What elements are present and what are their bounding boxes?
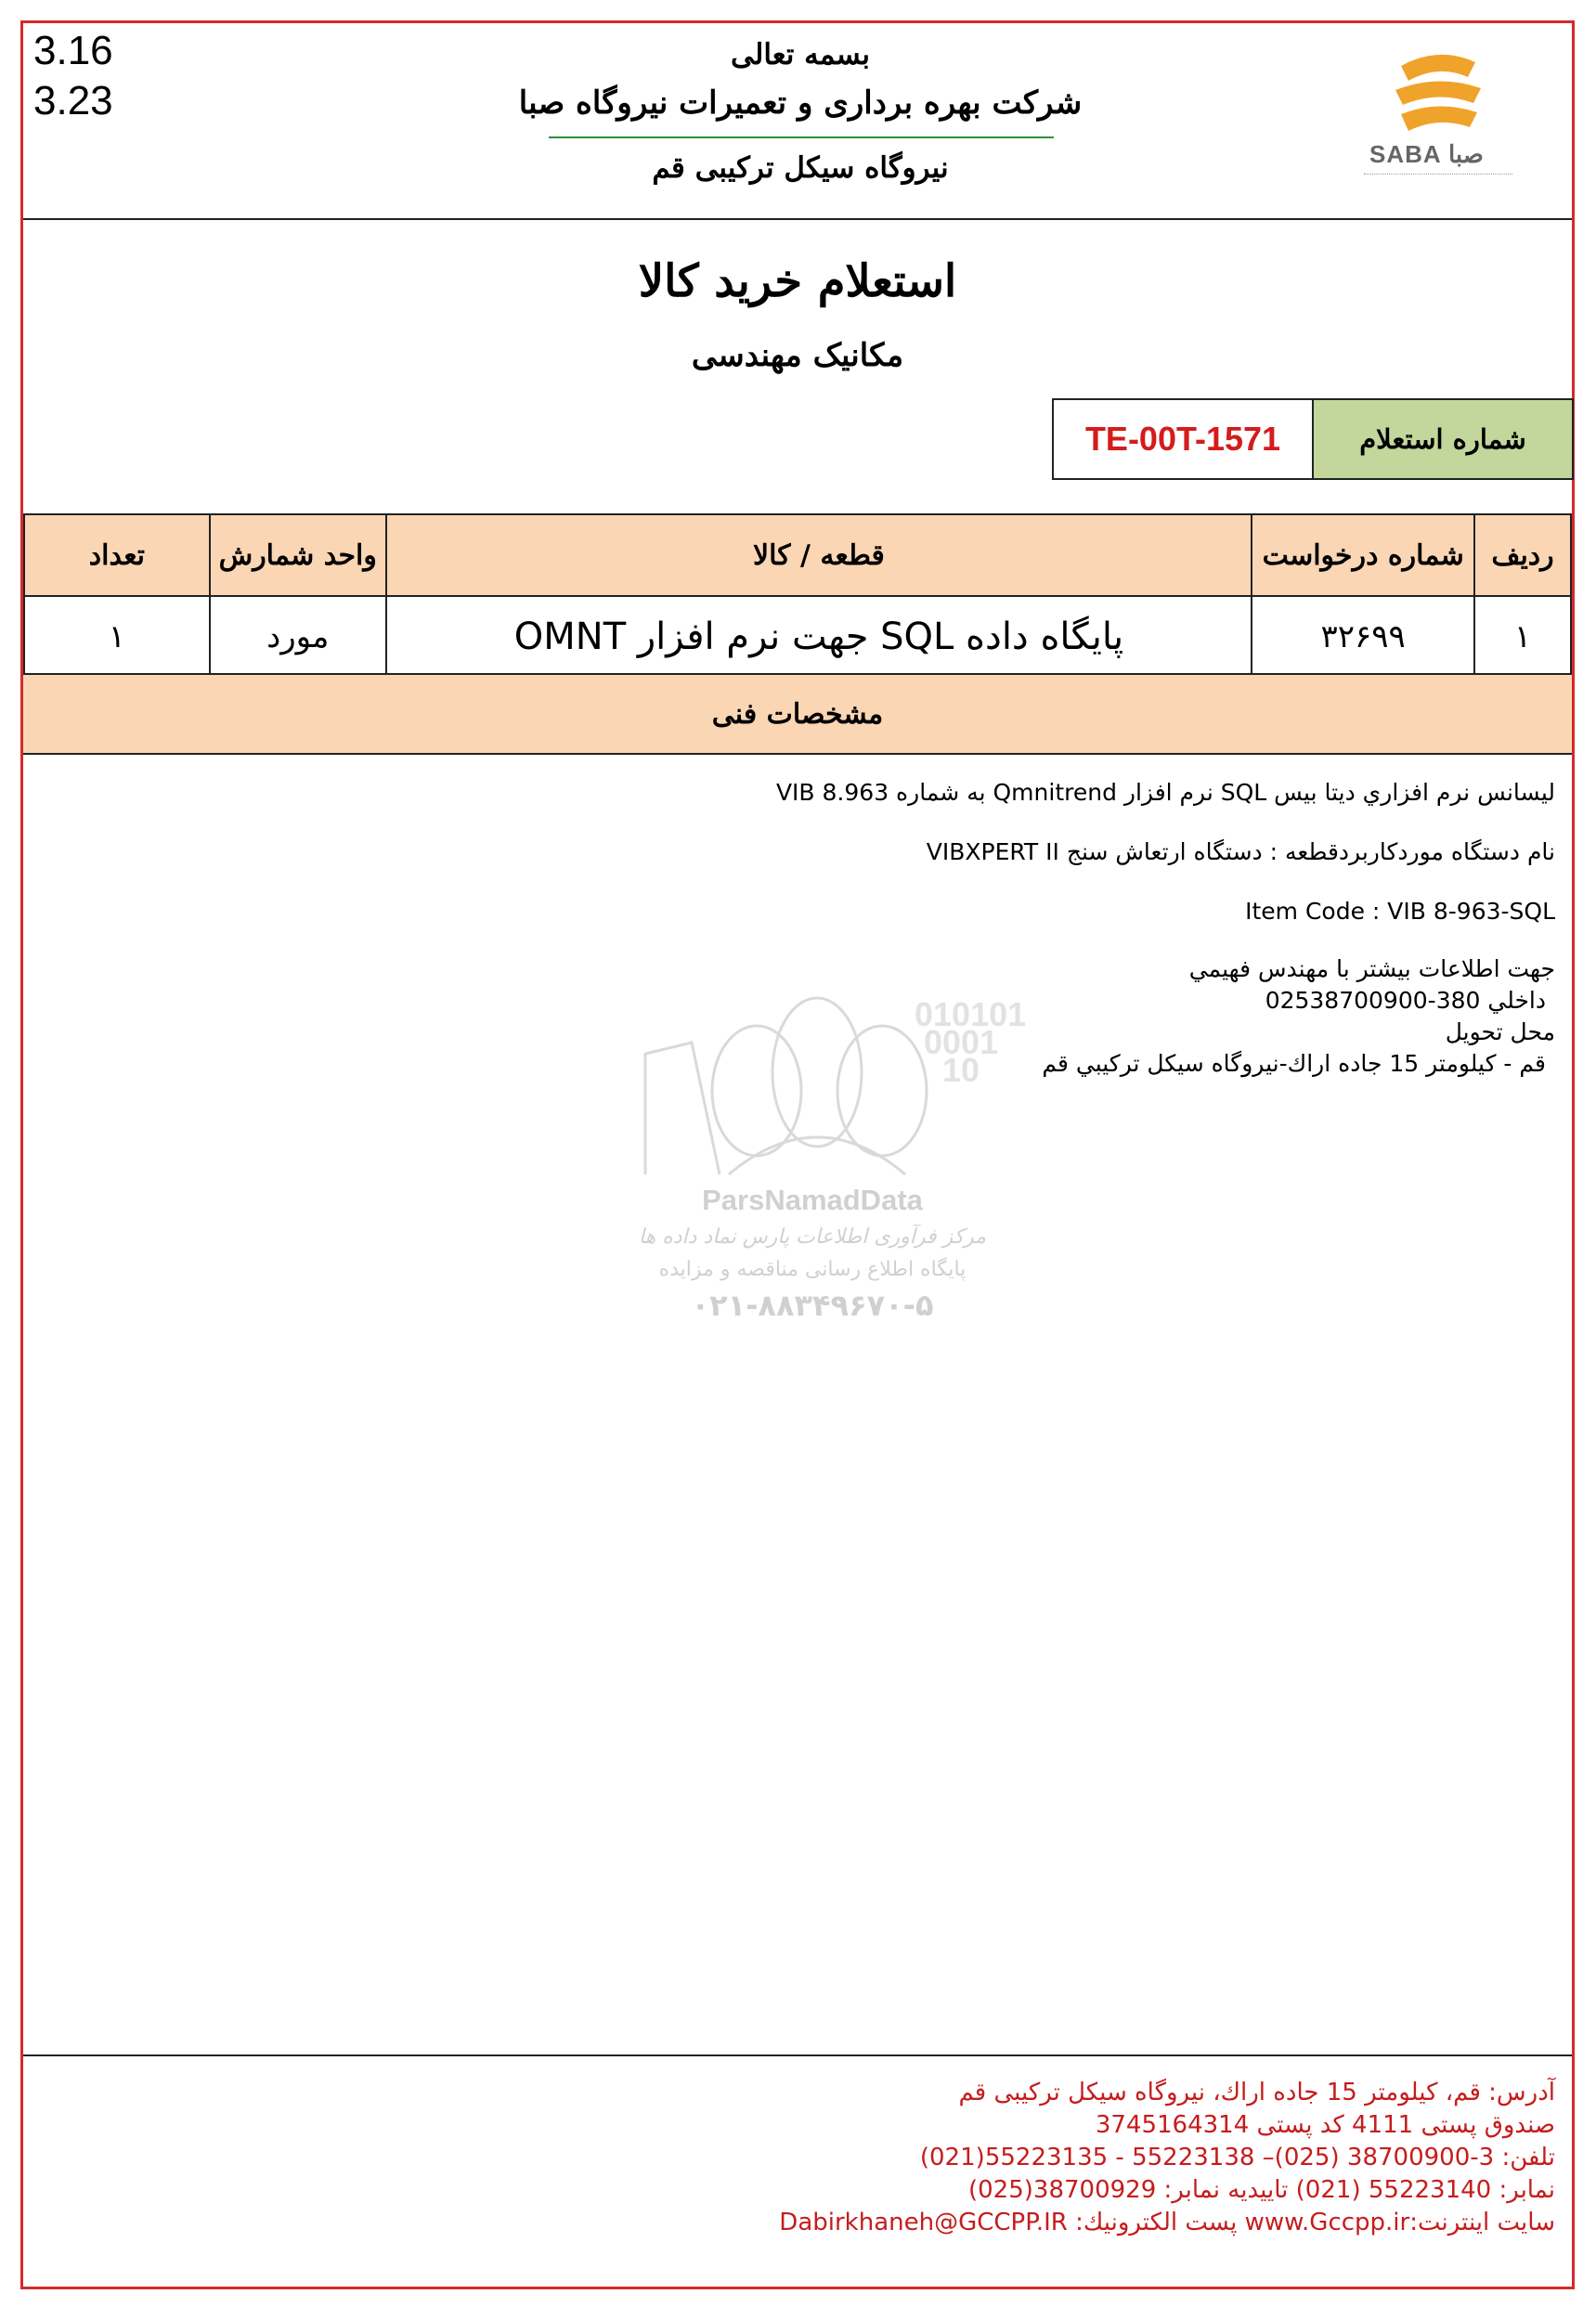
logo-text: SABA صبا [1369,140,1484,168]
spec-line-license: ليسانس نرم افزاري ديتا بيس SQL نرم افزار Qmnitrend به شماره VIB 8.963 [775,779,1555,806]
items-table [23,513,1572,679]
company-underline [549,136,1054,138]
items-table-header [24,514,1571,596]
side-note-1: 3.16 [33,28,113,73]
inquiry-number-label: شماره استعلام [1312,400,1572,478]
document-frame [20,20,1575,2289]
footer-postal: صندوق پستی 4111 کد پستی 3745164314 [1095,2111,1555,2139]
company-name: شرکت بهره برداری و تعمیرات نیروگاه صبا [518,84,1083,122]
col-header-item: قطعه / کالا [386,514,1252,596]
watermark-emblem-icon [617,989,1027,1184]
footer-fax: نمابر: 55223140 (021) تاییدیه نمابر: 38700929(025) [967,2176,1555,2204]
spec-line-item-code: Item Code : VIB 8-963-SQL [1245,898,1555,925]
svg-text:10: 10 [942,1051,980,1089]
document-title: استعلام خرید کالا [638,255,957,307]
cell-item-description: پایگاه داده SQL جهت نرم افزار OMNT [386,596,1252,678]
spec-line-delivery-address: قم - كيلومتر 15 جاده اراك-نيروگاه سيكل تركيبي قم [1042,1050,1546,1077]
svg-text:0001: 0001 [924,1023,999,1061]
col-header-request-number: شماره درخواست [1252,514,1474,596]
bismillah: بسمه تعالی [731,38,870,71]
inquiry-number-value: TE-00T-1571 [1084,420,1281,458]
watermark-line-1: مرکز فرآوری اطلاعات پارس نماد داده ها [638,1225,987,1249]
col-header-unit: واحد شمارش [210,514,386,596]
cell-request-number: ۳۲۶۹۹ [1252,596,1474,678]
footer-address: آدرس: قم، کیلومتر 15 جاده اراك، نیروگاه سیکل ترکیبی قم [958,2079,1555,2106]
spec-line-delivery-label: محل تحويل [1445,1018,1555,1045]
col-header-quantity: تعداد [24,514,210,596]
plant-name: نیروگاه سیکل ترکیبی قم [652,151,949,185]
footer-phone: تلفن: 3-38700900 (025)– 55223138 - 55223135(021) [919,2144,1555,2171]
cell-unit: مورد [210,596,386,678]
footer-divider [23,2054,1572,2056]
parsnamad-watermark [617,989,1027,1341]
cell-row-number: ۱ [1474,596,1571,678]
technical-specs-header: مشخصات فنی [23,673,1572,755]
spec-line-contact: جهت اطلاعات بيشتر با مهندس فهيمي [1188,955,1555,982]
table-row [24,596,1571,678]
document-subtitle: مکانیک مهندسی [691,337,904,374]
spec-line-device: نام دستگاه موردکاربردقطعه : دستگاه ارتعاش سنج VIBXPERT II [926,838,1555,865]
spec-line-extension: داخلي 380-02538700900 [1265,987,1546,1014]
header-divider [23,218,1572,220]
footer-contact [779,2077,1555,2239]
watermark-name: ParsNamadData [702,1184,923,1216]
watermark-phone: ۰۲۱-۸۸۳۴۹۶۷۰-۵ [691,1288,934,1323]
svg-text:010101: 010101 [915,995,1027,1033]
footer-web-email: سایت اینترنت:www.Gccpp.ir پست الکترونیك: Dabirkhaneh@GCCPP.IR [779,2209,1555,2236]
side-note-2: 3.23 [33,78,113,123]
cell-quantity: ۱ [24,596,210,678]
watermark-line-2: پایگاه اطلاع رسانی مناقصه و مزایده [658,1258,967,1281]
letterhead [23,23,1577,220]
inquiry-number-box [1052,398,1574,480]
col-header-row-number: ردیف [1474,514,1571,596]
